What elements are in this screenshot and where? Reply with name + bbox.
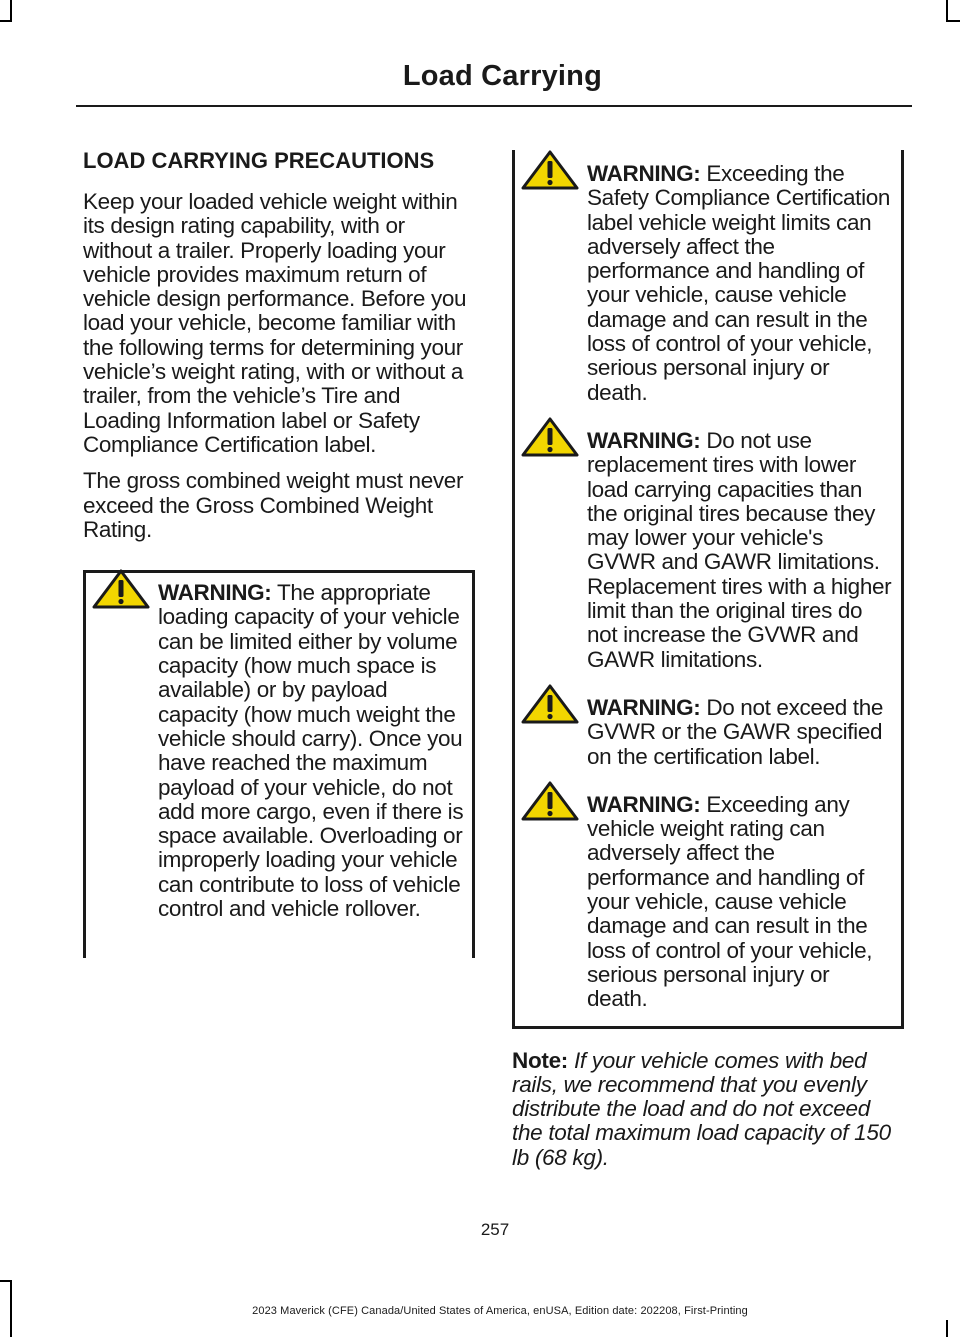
warning-text: Do not use replacement tires with lower load carrying capacities than the original tires because they may lower your vehicle's GVWR and GAWR limitations. Replacement tires with a higher limit than the original tires do not increase the GVWR and GAWR limitations. xyxy=(587,427,892,672)
crop-mark xyxy=(0,20,12,22)
warning-text: Exceeding any vehicle weight rating can adversely affect the performance and handling of your vehicle, cause vehicle damage and can result in the loss of control of your vehicle, serious personal injury or death. xyxy=(587,791,873,1012)
note xyxy=(512,1049,904,1170)
warning-label: WARNING: xyxy=(587,694,701,720)
warning-block xyxy=(521,793,895,1012)
body-paragraph: Keep your loaded vehicle weight within its design rating capability, with or without a trailer. Properly loading your vehicle provides maximum return of vehicle design performance. Before you load your vehicle, become familiar with the following terms for determining your vehicle’s weight rating, with or without a trailer, from the vehicle’s Tire and Loading Information label or Safety Compliance Certification label. xyxy=(83,189,467,457)
warning-triangle-icon xyxy=(92,569,150,609)
warning-triangle-icon xyxy=(521,150,579,190)
note-label: Note: xyxy=(512,1047,568,1073)
warning-label: WARNING: xyxy=(587,427,701,453)
warning-block xyxy=(521,696,895,769)
warning-line xyxy=(521,162,895,405)
warning-text: The appropriate loading capacity of your vehicle can be limited either by volume capacity (how much space is available) or by payload capacity (how much weight the vehicle should carry). Once you have reached the maximum payload of your vehicle, do not add more cargo, even if there is space available. Overloading or improperly loading your vehicle can contribute to loss of vehicle control and vehicle rollover. xyxy=(158,580,464,922)
right-column xyxy=(512,150,904,1170)
warning-line xyxy=(92,581,466,921)
warning-label: WARNING: xyxy=(158,580,272,606)
body-paragraph: The gross combined weight must never exceed the Gross Combined Weight Rating. xyxy=(83,468,464,542)
warning-box xyxy=(83,570,475,958)
warning-triangle-icon xyxy=(521,417,579,457)
header-divider xyxy=(76,105,912,107)
crop-mark xyxy=(946,20,960,22)
warning-block xyxy=(521,429,895,672)
crop-mark xyxy=(946,1320,948,1337)
section-title: LOAD CARRYING PRECAUTIONS xyxy=(83,148,435,173)
warning-line xyxy=(521,696,895,769)
left-column xyxy=(83,146,475,958)
warning-block xyxy=(521,162,895,405)
warning-triangle-icon xyxy=(521,684,579,724)
warning-block xyxy=(92,581,466,921)
warning-text: Exceeding the Safety Compliance Certification label vehicle weight limits can adversely affect the performance and handling of your vehicle, cause vehicle damage and can result in the loss of control of your vehicle, serious personal injury or death. xyxy=(587,161,891,405)
page-title: Load Carrying xyxy=(402,60,602,92)
note-text: If your vehicle comes with bed rails, we recommend that you evenly distribute the load and do not exceed the total maximum load capacity of 150 lb (68 kg). xyxy=(512,1047,891,1170)
warning-text: Do not exceed the GVWR or the GAWR specified on the certification label. xyxy=(587,694,884,769)
crop-mark xyxy=(946,0,948,22)
warning-box xyxy=(512,150,904,1029)
warning-label: WARNING: xyxy=(587,791,701,817)
warning-triangle-icon xyxy=(521,781,579,821)
page-number: 257 xyxy=(480,1220,510,1239)
warning-label: WARNING: xyxy=(587,161,701,186)
crop-mark xyxy=(0,1280,12,1282)
edition-footer: 2023 Maverick (CFE) Canada/United States of America, enUSA, Edition date: 202208, First-Printing xyxy=(252,1305,748,1317)
warning-line xyxy=(521,793,895,1012)
crop-mark xyxy=(10,0,12,22)
warning-line xyxy=(521,429,895,672)
